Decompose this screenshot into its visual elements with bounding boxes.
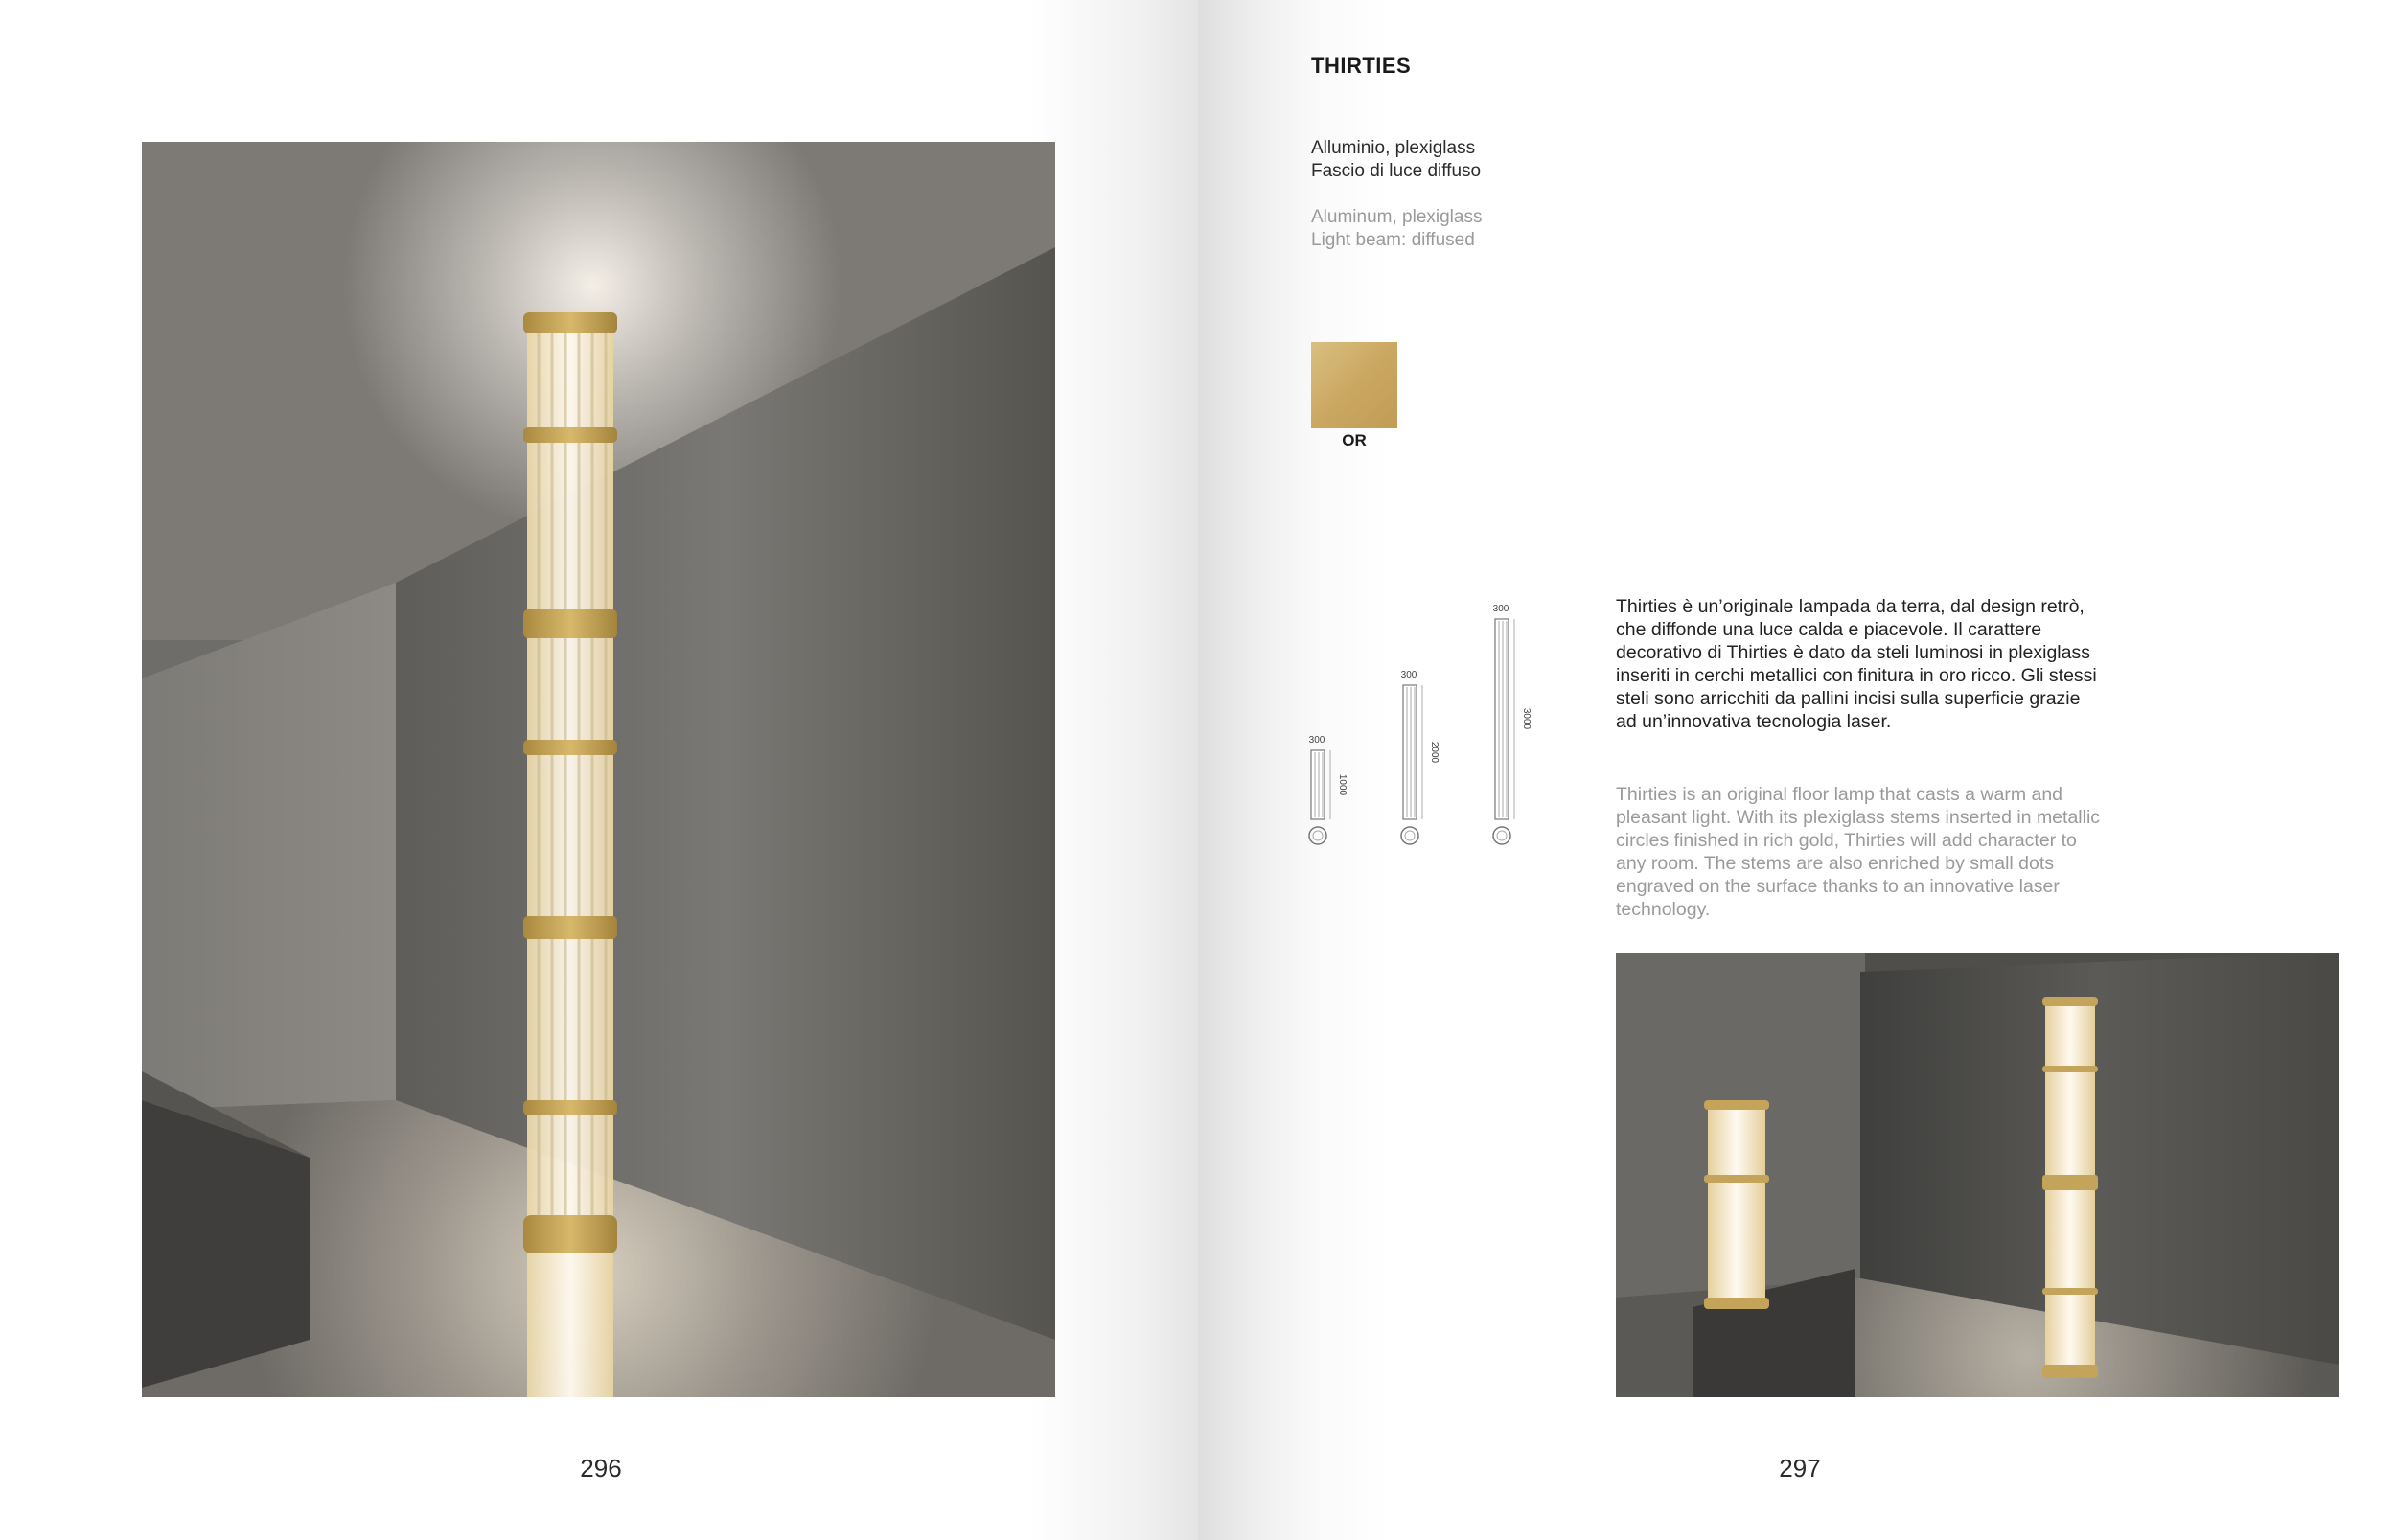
product-title: THIRTIES bbox=[1311, 54, 1412, 78]
finish-code: OR bbox=[1342, 431, 1367, 449]
description-english: Thirties is an original floor lamp that casts a warm and pleasant light. With its plexiglass stems inserted in metallic circles finished in rich gold, Thirties will add character to any room. The stems are also enriched by small dots engraved on the surface thanks to an innovative laser technology. bbox=[1616, 784, 2101, 920]
specs-italian bbox=[1311, 137, 1481, 183]
finish-swatch-gold bbox=[1311, 342, 1397, 428]
secondary-photo bbox=[1616, 953, 2339, 1397]
spec-material-it: Alluminio, plexiglass bbox=[1311, 138, 1476, 158]
spec-beam-en: Light beam: diffused bbox=[1311, 230, 1475, 250]
height-label-2000: 2000 bbox=[1429, 741, 1440, 764]
spec-beam-it: Fascio di luce diffuso bbox=[1311, 161, 1482, 181]
hero-photo bbox=[142, 142, 1055, 1397]
lamp-illustration bbox=[523, 312, 617, 1397]
spec-material-en: Aluminum, plexiglass bbox=[1311, 207, 1483, 227]
height-label-3000: 3000 bbox=[1521, 707, 1532, 730]
diameter-label-2: 300 bbox=[1400, 670, 1417, 680]
page-number-right: 297 bbox=[1779, 1454, 1821, 1483]
description-italian: Thirties è un’originale lampada da terra, dal design retrò, che diffonde una luce calda e piacevole. Il carattere decorativo di Thirties è dato da steli luminosi in plexiglass inseriti in cerchi metallici con finitura in oro ricco. Gli stessi steli sono arricchiti da pallini incisi sulla superficie grazie ad un’innovativa tecnologia laser. bbox=[1616, 596, 2097, 732]
diameter-label-3: 300 bbox=[1492, 604, 1509, 614]
dimension-drawings bbox=[1280, 594, 1549, 862]
height-label-1000: 1000 bbox=[1337, 773, 1348, 796]
specs-english bbox=[1311, 206, 1482, 252]
page-number-left: 296 bbox=[580, 1454, 622, 1483]
diameter-label-1: 300 bbox=[1308, 735, 1325, 746]
